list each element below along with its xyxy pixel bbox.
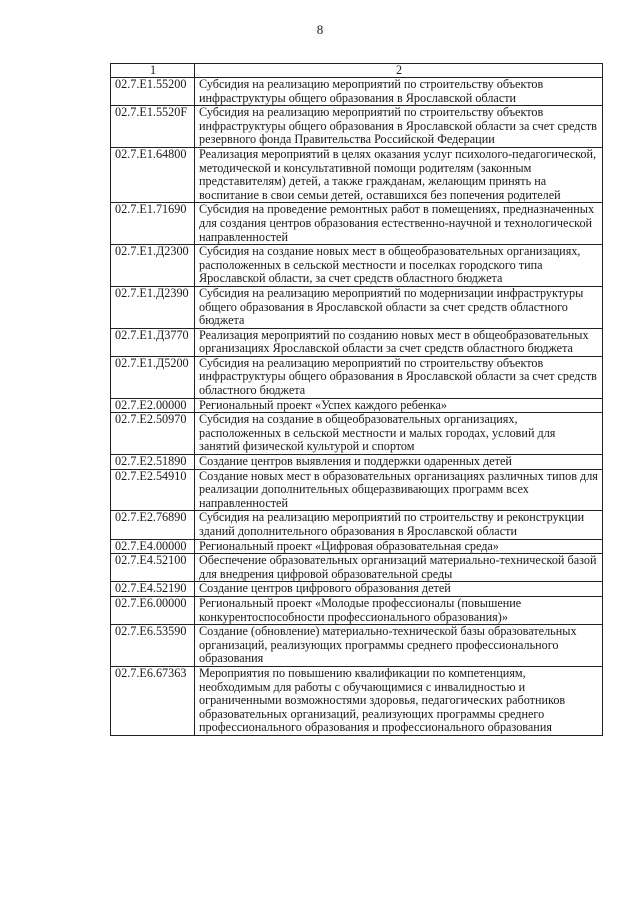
row-description-cell: Реализация мероприятий в целях оказания услуг психолого-педагогической, методической и консультативной помощи родителям (законным представителям) детей, а также гражданам, желающим принять на воспитание в свои семьи детей, оставшихся без попечения родителей (195, 147, 603, 202)
row-code-cell: 02.7.E2.76890 (111, 511, 195, 539)
table-row (111, 469, 603, 511)
table-body (111, 78, 603, 736)
row-description-cell: Субсидия на реализацию мероприятий по модернизации инфраструктуры общего образования в Ярославской области за счет средств областного бюджета (195, 286, 603, 328)
table-row (111, 539, 603, 554)
table-row (111, 106, 603, 148)
row-code-cell: 02.7.E4.52100 (111, 554, 195, 582)
row-description-cell: Региональный проект «Успех каждого ребенка» (195, 398, 603, 413)
row-description-cell: Субсидия на реализацию мероприятий по строительству объектов инфраструктуры общего образования в Ярославской области за счет средств резервного фонда Правительства Российской Федерации (195, 106, 603, 148)
row-description-cell: Субсидия на реализацию мероприятий по строительству объектов инфраструктуры общего образования в Ярославской области за счет средств областного бюджета (195, 356, 603, 398)
table-row (111, 286, 603, 328)
row-description-cell: Субсидия на реализацию мероприятий по строительству и реконструкции зданий дополнительного образования в Ярославской области (195, 511, 603, 539)
row-code-cell: 02.7.E1.5520F (111, 106, 195, 148)
table-row (111, 147, 603, 202)
row-code-cell: 02.7.E1.71690 (111, 203, 195, 245)
row-description-cell: Субсидия на реализацию мероприятий по строительству объектов инфраструктуры общего образования в Ярославской области (195, 78, 603, 106)
table-row (111, 78, 603, 106)
table-row (111, 245, 603, 287)
table-row (111, 328, 603, 356)
row-description-cell: Создание центров цифрового образования детей (195, 582, 603, 597)
row-code-cell: 02.7.E6.00000 (111, 596, 195, 624)
row-code-cell: 02.7.E4.52190 (111, 582, 195, 597)
row-description-cell: Региональный проект «Молодые профессионалы (повышение конкурентоспособности профессионального образования)» (195, 596, 603, 624)
row-code-cell: 02.7.E4.00000 (111, 539, 195, 554)
table-row (111, 203, 603, 245)
row-code-cell: 02.7.E6.67363 (111, 666, 195, 735)
row-description-cell: Реализация мероприятий по созданию новых мест в общеобразовательных организациях Ярославской области за счет средств областного бюджета (195, 328, 603, 356)
column-header-description: 2 (195, 64, 603, 78)
row-code-cell: 02.7.E2.51890 (111, 455, 195, 470)
row-description-cell: Региональный проект «Цифровая образовательная среда» (195, 539, 603, 554)
table-row (111, 511, 603, 539)
row-code-cell: 02.7.E2.54910 (111, 469, 195, 511)
table-row (111, 398, 603, 413)
row-code-cell: 02.7.E2.00000 (111, 398, 195, 413)
row-code-cell: 02.7.E1.55200 (111, 78, 195, 106)
row-code-cell: 02.7.E6.53590 (111, 625, 195, 667)
row-description-cell: Создание новых мест в образовательных организациях различных типов для реализации дополнительных общеразвивающих программ всех направленностей (195, 469, 603, 511)
row-description-cell: Субсидия на создание в общеобразовательных организациях, расположенных в сельской местности и малых городах, условий для занятий физической культурой и спортом (195, 413, 603, 455)
row-description-cell: Субсидия на проведение ремонтных работ в помещениях, предназначенных для создания центров образования естественно-научной и технологической направленностей (195, 203, 603, 245)
row-code-cell: 02.7.E1.64800 (111, 147, 195, 202)
row-code-cell: 02.7.E2.50970 (111, 413, 195, 455)
row-description-cell: Обеспечение образовательных организаций материально-технической базой для внедрения цифровой образовательной среды (195, 554, 603, 582)
row-code-cell: 02.7.E1.Д5200 (111, 356, 195, 398)
row-code-cell: 02.7.E1.Д2390 (111, 286, 195, 328)
table-row (111, 625, 603, 667)
table-row (111, 582, 603, 597)
row-description-cell: Мероприятия по повышению квалификации по компетенциям, необходимым для работы с обучающимися с инвалидностью и ограниченными возможностями здоровья, педагогических работников образовательных организаций, реализующих программы среднего профессионального образования и профессионального образования (195, 666, 603, 735)
row-code-cell: 02.7.E1.Д3770 (111, 328, 195, 356)
table-row (111, 455, 603, 470)
budget-classification-table (110, 63, 603, 736)
column-header-code: 1 (111, 64, 195, 78)
table-row (111, 554, 603, 582)
row-description-cell: Создание центров выявления и поддержки одаренных детей (195, 455, 603, 470)
table-row (111, 413, 603, 455)
table-row (111, 666, 603, 735)
page-number: 8 (316, 22, 324, 37)
table-header-row (111, 64, 603, 78)
row-description-cell: Субсидия на создание новых мест в общеобразовательных организациях, расположенных в сельской местности и поселках городского типа Ярославской области, за счет средств областного бюджета (195, 245, 603, 287)
table-row (111, 356, 603, 398)
row-description-cell: Создание (обновление) материально-технической базы образовательных организаций, реализующих программы среднего профессионального образования (195, 625, 603, 667)
table-row (111, 596, 603, 624)
row-code-cell: 02.7.E1.Д2300 (111, 245, 195, 287)
